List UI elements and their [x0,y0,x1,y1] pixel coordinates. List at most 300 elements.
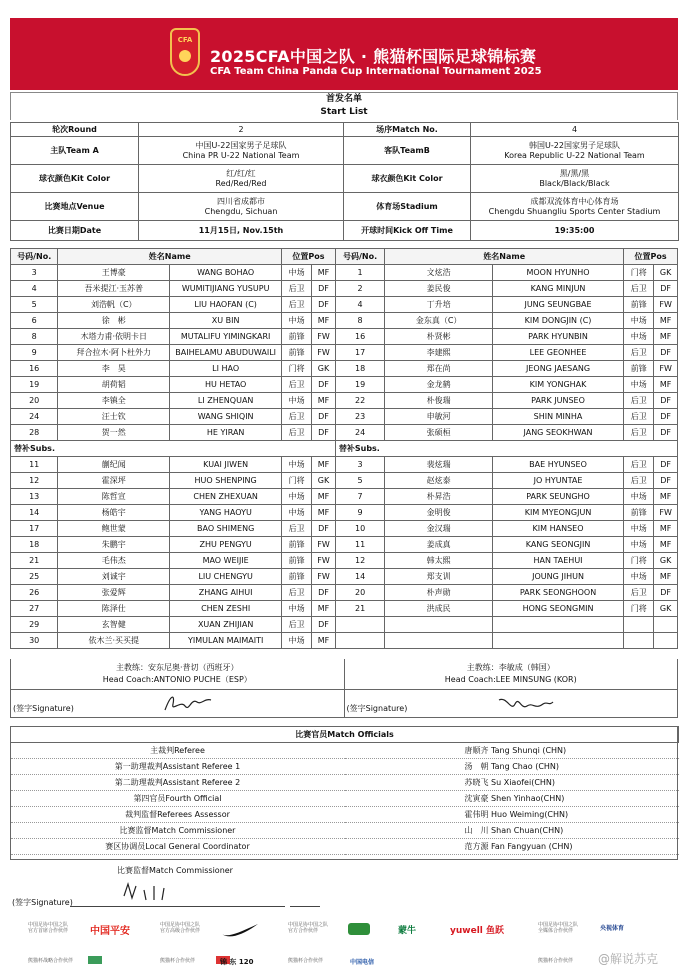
empty-cell [385,633,493,649]
match-label: 场序Match No. [344,123,471,137]
venue-label: 比赛地点Venue [11,193,139,221]
position-en: GK [654,265,678,281]
player-name-en: HE YIRAN [170,425,282,441]
official-row [11,791,679,807]
title-en: Start List [320,107,368,117]
roster-header-row [11,249,678,265]
position-en: FW [312,345,336,361]
player-name-en: KANG SEONGJIN [492,537,623,553]
empty-cell [624,617,654,633]
home-signature-scribble [161,692,221,716]
position-en: FW [654,505,678,521]
official-row [11,759,679,775]
away-subs-header: 替补Subs. [335,441,677,457]
player-name-cn: 金龙鹤 [385,377,493,393]
player-name-cn: 李镇全 [58,393,170,409]
subs-header-row [11,441,678,457]
officials-title: 比赛官员Match Officials [11,727,679,743]
official-role: 第四官员Fourth Official [11,791,345,807]
player-name-en: WANG SHIQIN [170,409,282,425]
player-number: 17 [335,345,384,361]
watermark: @解说苏克 [598,952,659,966]
player-name-en: PARK HYUNBIN [492,329,623,345]
position-en: DF [654,425,678,441]
position-en: FW [312,537,336,553]
player-name-en: BAE HYUNSEO [492,457,623,473]
position-en: DF [312,281,336,297]
home-coach-en: Head Coach:ANTONIO PUCHE（ESP） [102,675,252,684]
away-coach-cn: 主教练：李敏成（韩国） [466,663,555,672]
player-number: 5 [335,473,384,489]
away-kit-en: Black/Black/Black [539,178,610,188]
venue-en: Chengdu, Sichuan [204,206,278,216]
player-name-cn: 李 昊 [58,361,170,377]
home-team [139,137,344,165]
player-name-en: MUTALIFU YIMINGKARI [170,329,282,345]
position-en: DF [654,393,678,409]
away-no-header: 号码/No. [335,249,384,265]
player-name-cn: 依木兰·买买提 [58,633,170,649]
player-name-en: JANG SEOKHWAN [492,425,623,441]
player-name-en: JOUNG JIHUN [492,569,623,585]
round-value: 2 [139,123,344,137]
player-name-cn: 朱鹏宇 [58,537,170,553]
partner-icon-1 [88,956,102,964]
player-name-cn: 赵炫泰 [385,473,493,489]
position-en: FW [312,329,336,345]
sponsor-strip [20,920,670,970]
empty-cell [624,633,654,649]
official-row [11,775,679,791]
position-en: FW [654,297,678,313]
position-en: DF [654,281,678,297]
position-cn: 前锋 [282,569,312,585]
player-name-en: JO HYUNTAE [492,473,623,489]
home-subs-header: 替补Subs. [11,441,336,457]
player-name-cn: 裴炫瑞 [385,457,493,473]
player-name-cn: 丁升培 [385,297,493,313]
player-name-cn: 姜成真 [385,537,493,553]
china-telecom-logo: 中国电信 [350,959,375,966]
player-number: 21 [11,553,58,569]
home-team-en: China PR U-22 National Team [182,150,300,160]
empty-cell [492,633,623,649]
player-number: 24 [11,409,58,425]
sponsor-caption-3: 中国足协中国之队 官方合作伙伴 [288,922,329,934]
coach-row [10,659,678,690]
position-cn: 后卫 [624,473,654,489]
position-en: GK [312,473,336,489]
official-row [11,839,679,855]
round-label: 轮次Round [11,123,139,137]
position-cn: 中场 [624,489,654,505]
position-cn: 中场 [282,489,312,505]
commissioner-signature-line [70,906,285,907]
bottom-signature-label: (签字Signature) [12,898,73,907]
player-number: 13 [11,489,58,505]
player-name-en: LIU HAOFAN (C) [170,297,282,313]
team-signature-row [10,690,678,718]
player-row [11,521,678,537]
player-name-cn: 朴贤彬 [385,329,493,345]
player-name-en: CHEN ZHEXUAN [170,489,282,505]
position-en: GK [654,553,678,569]
player-row [11,505,678,521]
player-name-cn: 陈哲宣 [58,489,170,505]
official-name: 山 川 Shan Chuan(CHN) [345,823,679,839]
position-cn: 中场 [282,457,312,473]
position-cn: 门将 [624,265,654,281]
player-name-cn: 汪士钦 [58,409,170,425]
player-number: 9 [335,505,384,521]
player-name-cn: 木塔力甫·依明卡日 [58,329,170,345]
player-name-en: HU HETAO [170,377,282,393]
position-en: MF [312,601,336,617]
position-en: MF [312,393,336,409]
round-row [11,123,679,137]
official-name: 苏晓飞 Su Xiaofei(CHN) [345,775,679,791]
player-number: 18 [11,537,58,553]
player-name-en: HUO SHENPING [170,473,282,489]
player-name-cn: 贺一然 [58,425,170,441]
partner-brand-a: 锦 东 120 [220,958,254,966]
officials-table [10,726,679,855]
position-cn: 后卫 [624,457,654,473]
player-row [11,281,678,297]
date-value: 11月15日, Nov.15th [139,221,344,241]
player-number: 19 [11,377,58,393]
position-cn: 前锋 [624,505,654,521]
position-en: DF [312,425,336,441]
official-name: 沈寅豪 Shen Yinhao(CHN) [345,791,679,807]
player-number: 8 [11,329,58,345]
away-team-en: Korea Republic U-22 National Team [504,150,645,160]
position-cn: 后卫 [624,585,654,601]
empty-cell [335,617,384,633]
position-en: DF [312,585,336,601]
player-row [11,265,678,281]
position-en: DF [312,409,336,425]
position-en: MF [312,505,336,521]
player-number: 14 [335,569,384,585]
player-name-en: KANG MINJUN [492,281,623,297]
player-name-cn: 霍深坪 [58,473,170,489]
player-row [11,313,678,329]
position-cn: 前锋 [282,537,312,553]
player-number: 18 [335,361,384,377]
home-kit-cn: 红/红/红 [226,168,256,178]
venue-row [11,193,679,221]
player-name-cn: 朴昇浩 [385,489,493,505]
position-cn: 后卫 [282,409,312,425]
date-label: 比赛日期Date [11,221,139,241]
player-row [11,377,678,393]
player-number: 28 [11,425,58,441]
home-kit-en: Red/Red/Red [215,178,267,188]
sponsor-caption-5: 熊猫杯战略合作伙伴 [28,958,74,964]
player-row [11,585,678,601]
away-name-header: 姓名Name [385,249,624,265]
position-en: FW [654,361,678,377]
player-row [11,553,678,569]
position-cn: 门将 [624,601,654,617]
player-row [11,569,678,585]
away-signature-label: (签字Signature) [346,704,408,713]
player-name-en: WUMITIJIANG YUSUPU [170,281,282,297]
position-cn: 后卫 [282,377,312,393]
position-en: MF [312,633,336,649]
player-row [11,633,678,649]
home-team-cn: 中国U-22国家男子足球队 [195,140,287,150]
position-cn: 门将 [282,473,312,489]
commissioner-signature-label: 比赛监督Match Commissioner [117,866,233,875]
position-en: MF [654,329,678,345]
position-cn: 中场 [282,265,312,281]
position-en: MF [312,457,336,473]
position-en: MF [654,521,678,537]
position-en: MF [654,537,678,553]
player-row [11,457,678,473]
away-coach [345,659,678,689]
player-number: 10 [335,521,384,537]
away-team [471,137,679,165]
position-en: DF [312,521,336,537]
player-name-en: KIM YONGHAK [492,377,623,393]
player-name-en: LI HAO [170,361,282,377]
sponsor-caption-2: 中国足协中国之队 官方高级合作伙伴 [160,922,201,934]
player-name-cn: 李建熙 [385,345,493,361]
player-name-cn: 洪成民 [385,601,493,617]
away-signature-scribble [495,692,555,716]
commissioner-signature-scribble [120,880,200,902]
sheet-header [10,92,678,120]
player-number: 30 [11,633,58,649]
away-kit-cn: 黑/黑/黑 [559,168,590,178]
position-en: DF [654,345,678,361]
position-en: MF [654,489,678,505]
position-cn: 前锋 [282,553,312,569]
away-signature-cell [345,690,678,717]
position-cn: 后卫 [624,409,654,425]
position-en: GK [654,601,678,617]
empty-cell [492,617,623,633]
player-name-en: HONG SEONGMIN [492,601,623,617]
player-name-cn: 张硕桓 [385,425,493,441]
emblem-text: CFA [177,36,193,44]
player-number: 8 [335,313,384,329]
player-number: 17 [11,521,58,537]
home-name-header: 姓名Name [58,249,282,265]
position-cn: 中场 [624,329,654,345]
player-name-cn: 王博豪 [58,265,170,281]
player-row [11,537,678,553]
player-name-cn: 金汉瑞 [385,521,493,537]
player-row [11,345,678,361]
position-cn: 中场 [282,505,312,521]
player-name-cn: 韩太熙 [385,553,493,569]
away-pos-header: 位置Pos [624,249,678,265]
player-name-en: LIU CHENGYU [170,569,282,585]
player-row [11,393,678,409]
position-en: MF [654,569,678,585]
green-brand-icon [348,923,370,935]
signature-line-short [290,906,320,907]
player-row [11,361,678,377]
official-role: 比赛监督Match Commissioner [11,823,345,839]
player-number: 14 [11,505,58,521]
player-number: 20 [335,585,384,601]
player-name-en: ZHU PENGYU [170,537,282,553]
official-row [11,823,679,839]
player-name-en: SHIN MINHA [492,409,623,425]
player-number: 3 [335,457,384,473]
position-cn: 后卫 [624,345,654,361]
player-number: 6 [11,313,58,329]
nike-swoosh-icon [220,922,260,938]
position-cn: 前锋 [282,345,312,361]
stadium-en: Chengdu Shuangliu Sports Center Stadium [488,206,661,216]
position-en: GK [312,361,336,377]
position-cn: 后卫 [624,281,654,297]
position-cn: 前锋 [282,329,312,345]
position-en: FW [312,553,336,569]
position-cn: 后卫 [282,281,312,297]
player-name-cn: 郑支训 [385,569,493,585]
position-cn: 后卫 [282,521,312,537]
player-number: 3 [11,265,58,281]
player-name-cn: 鲍世蒙 [58,521,170,537]
player-number: 12 [335,553,384,569]
date-row [11,221,679,241]
kickoff-label: 开球时间Kick Off Time [344,221,471,241]
player-name-en: YIMULAN MAIMAITI [170,633,282,649]
player-name-cn: 毛伟杰 [58,553,170,569]
home-coach [11,659,345,689]
empty-cell [335,633,384,649]
player-name-en: PARK SEONGHOON [492,585,623,601]
position-cn: 中场 [624,537,654,553]
venue [139,193,344,221]
position-cn: 中场 [282,633,312,649]
position-en: MF [312,313,336,329]
official-role: 赛区协调员Local General Coordinator [11,839,345,855]
sponsor-caption-8: 熊猫杯合作伙伴 [538,958,574,964]
position-en: MF [654,313,678,329]
mengniu-logo: 蒙牛 [398,926,417,936]
player-row [11,425,678,441]
player-number: 16 [335,329,384,345]
position-cn: 中场 [624,377,654,393]
official-name: 汤 朝 Tang Chao (CHN) [345,759,679,775]
player-number: 11 [11,457,58,473]
player-name-cn: 徐 彬 [58,313,170,329]
roster-table [10,248,678,649]
emblem-ball [179,50,191,62]
player-name-en: KIM DONGJIN (C) [492,313,623,329]
player-name-cn: 郑在尚 [385,361,493,377]
home-no-header: 号码/No. [11,249,58,265]
player-number: 5 [11,297,58,313]
official-role: 第二助理裁判Assistant Referee 2 [11,775,345,791]
player-name-cn: 杨皓宇 [58,505,170,521]
player-row [11,409,678,425]
position-cn: 门将 [624,553,654,569]
player-name-en: BAIHELAMU ABUDUWAILI [170,345,282,361]
player-number: 26 [11,585,58,601]
home-pos-header: 位置Pos [282,249,336,265]
venue-cn: 四川省成都市 [217,196,265,206]
player-number: 22 [335,393,384,409]
position-cn: 中场 [624,569,654,585]
player-row [11,329,678,345]
kit-row [11,165,679,193]
empty-cell [654,617,678,633]
player-name-cn: 吾米提江·玉苏普 [58,281,170,297]
position-en: MF [312,489,336,505]
player-name-en: XUAN ZHIJIAN [170,617,282,633]
position-en: DF [312,377,336,393]
player-name-en: LEE GEONHEE [492,345,623,361]
player-number: 23 [335,409,384,425]
player-row [11,473,678,489]
player-name-cn: 金明俊 [385,505,493,521]
player-name-en: JEONG JAESANG [492,361,623,377]
banner-subtitle: CFA Team China Panda Cup International Tournament 2025 [210,66,542,77]
sponsor-caption-7: 熊猫杯合作伙伴 [288,958,324,964]
player-name-cn: 姜民俊 [385,281,493,297]
away-coach-en: Head Coach:LEE MINSUNG (KOR) [444,675,577,684]
position-cn: 中场 [282,313,312,329]
ping-an-logo: 中国平安 [90,926,130,937]
stadium-cn: 成都双流体育中心体育场 [530,196,619,206]
player-number: 9 [11,345,58,361]
sponsor-caption-6: 熊猫杯合作伙伴 [160,958,196,964]
player-number: 29 [11,617,58,633]
position-en: DF [654,457,678,473]
player-name-cn: 申敏河 [385,409,493,425]
position-cn: 后卫 [624,393,654,409]
position-cn: 中场 [282,393,312,409]
title-cn: 首发名单 [325,94,362,104]
position-en: DF [654,409,678,425]
away-label: 客队TeamB [344,137,471,165]
cctv-sports-logo: 央视体育 [600,925,625,932]
player-row [11,297,678,313]
position-en: FW [312,569,336,585]
player-name-en: HAN TAEHUI [492,553,623,569]
official-role: 主裁判Referee [11,743,345,759]
player-name-en: PARK JUNSEO [492,393,623,409]
home-coach-cn: 主教练：安东尼奥·普切（西班牙） [115,663,239,672]
away-kit [471,165,679,193]
player-name-cn: 玄智健 [58,617,170,633]
official-name: 唐顺齐 Tang Shunqi (CHN) [345,743,679,759]
away-kit-label: 球衣颜色Kit Color [344,165,471,193]
player-number: 25 [11,569,58,585]
position-cn: 后卫 [624,425,654,441]
official-role: 裁判监督Referees Assessor [11,807,345,823]
match-info-table [10,122,679,241]
player-name-en: MOON HYUNHO [492,265,623,281]
position-en: DF [654,473,678,489]
position-cn: 中场 [624,521,654,537]
player-name-en: KUAI JIWEN [170,457,282,473]
player-number: 2 [335,281,384,297]
player-name-cn: 金东真（C） [385,313,493,329]
player-number: 20 [11,393,58,409]
position-cn: 后卫 [282,585,312,601]
stadium [471,193,679,221]
